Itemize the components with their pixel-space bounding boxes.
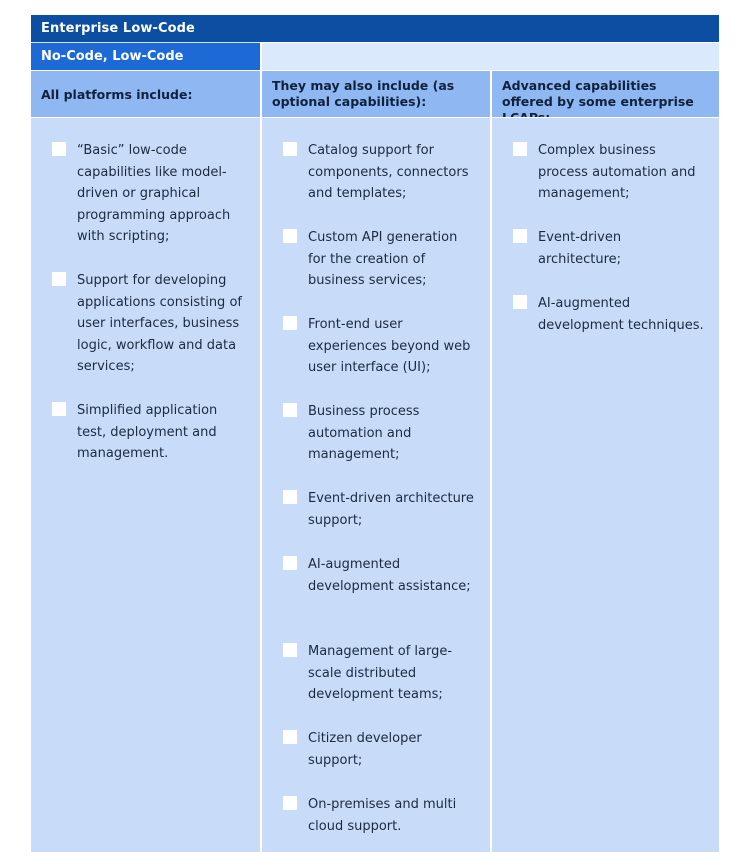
list-item-text: Business process automation and management; [308,404,420,462]
list-item-text: Front-end user experiences beyond web user interface (UI); [308,317,471,375]
list-item-text: “Basic” low-code capabilities like model-driven or graphical programming approach with scripting; [77,143,231,244]
checkbox-square-icon [283,142,297,156]
checkbox-square-icon [52,272,66,286]
list-item-text: Event-driven architecture; [538,230,622,267]
list-item-text: Custom API generation for the creation of business services; [308,230,458,288]
column-all-platforms [31,117,260,852]
enterprise-low-code-bar: Enterprise Low-Code [31,15,719,42]
column-heading-all-platforms: All platforms include: [31,70,260,117]
list-item-text: Simplified application test, deployment and management. [77,403,218,461]
list-item-text: On-premises and multi cloud support. [308,797,457,834]
list-item-text: Citizen developer support; [308,731,422,768]
checkbox-square-icon [283,229,297,243]
checkbox-square-icon [283,316,297,330]
column-heading-optional: They may also include (as optional capabilities): [262,70,490,117]
header-filler [260,42,719,70]
checkbox-square-icon [513,295,527,309]
column-advanced-capabilities [492,117,719,852]
checkbox-square-icon [283,490,297,504]
list-item-text: AI-augmented development assistance; [308,557,471,594]
column-optional-capabilities [262,117,490,852]
checkbox-square-icon [283,730,297,744]
checkbox-square-icon [283,556,297,570]
list-item-text: Catalog support for components, connectors and templates; [308,143,469,201]
checkbox-square-icon [513,142,527,156]
list-item-text: Complex business process automation and management; [538,143,696,201]
checkbox-square-icon [52,142,66,156]
no-code-low-code-bar: No-Code, Low-Code [31,42,260,70]
checkbox-square-icon [513,229,527,243]
list-item-text: AI-augmented development techniques. [538,296,704,333]
checkbox-square-icon [52,402,66,416]
checkbox-square-icon [283,796,297,810]
column-heading-advanced: Advanced capabilities offered by some enterprise [492,70,719,117]
checkbox-square-icon [283,403,297,417]
capability-diagram [31,15,719,852]
list-item-text: Event-driven architecture support; [308,491,474,528]
list-item-text: Management of large-scale distributed development teams; [308,644,453,702]
list-item-text: Support for developing applications consisting of user interfaces, business logic, workflow and data services; [77,273,242,374]
checkbox-square-icon [283,643,297,657]
